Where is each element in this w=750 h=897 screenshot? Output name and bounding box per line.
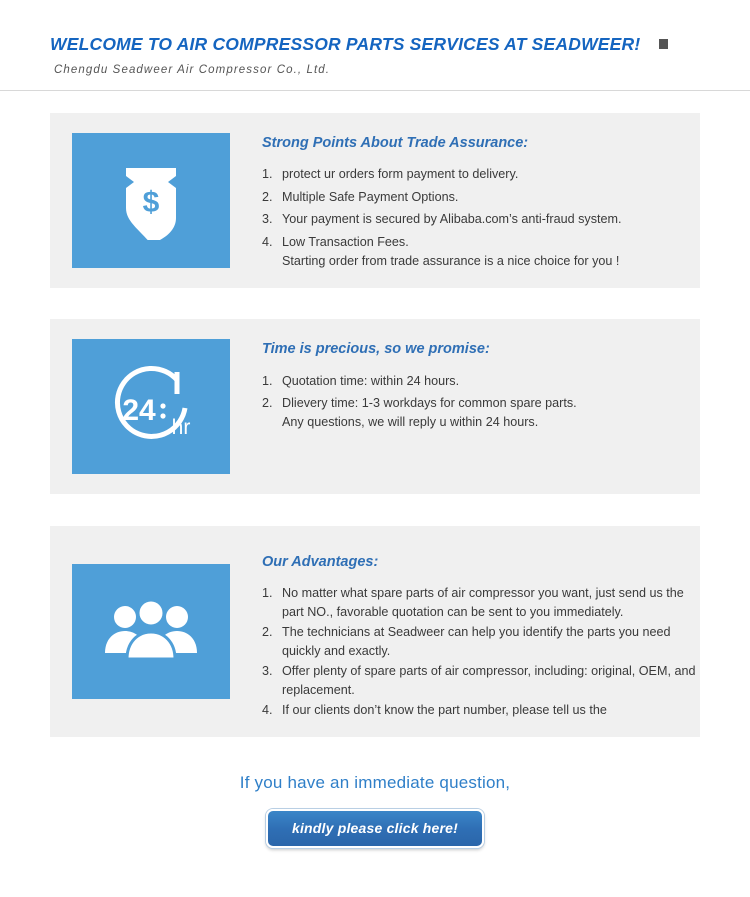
list-item bbox=[262, 623, 700, 661]
card-body-time-promise bbox=[230, 319, 700, 435]
list-item-text: Your payment is secured by Alibaba.com’s anti-fraud system. bbox=[282, 212, 622, 226]
card-title-our-advantages: Our Advantages: bbox=[262, 554, 379, 570]
team-people-icon bbox=[72, 564, 230, 699]
header-divider bbox=[0, 90, 750, 91]
points-list-time-promise bbox=[262, 372, 700, 433]
list-item bbox=[262, 662, 700, 700]
cta-wrapper bbox=[0, 809, 750, 848]
company-subtitle: Chengdu Seadweer Air Compressor Co., Ltd. bbox=[54, 64, 331, 76]
list-item-text: Multiple Safe Payment Options. bbox=[282, 189, 459, 204]
card-body-trade-assurance bbox=[230, 113, 700, 275]
page-title: WELCOME TO AIR COMPRESSOR PARTS SERVICES AT SEADWEER! bbox=[50, 34, 641, 54]
page-header bbox=[0, 0, 750, 76]
list-item-text: Quotation time: within 24 hours. bbox=[282, 374, 460, 388]
list-item-text: Offer plenty of spare parts of air compressor, including: original, OEM, and replacement. bbox=[282, 664, 696, 697]
card-title-trade-assurance: Strong Points About Trade Assurance: bbox=[262, 135, 529, 151]
list-item bbox=[262, 188, 700, 208]
list-item-text: No matter what spare parts of air compressor you want, just send us the part NO., favorable quotation can be sent to you immediately. bbox=[282, 586, 684, 619]
list-item-extra: Any questions, we will reply u within 24 hours. bbox=[282, 415, 539, 429]
list-item bbox=[262, 233, 700, 272]
list-item bbox=[262, 584, 700, 622]
list-item bbox=[262, 210, 700, 230]
contact-cta-button[interactable]: kindly please click here! bbox=[266, 809, 484, 848]
list-item-text: Low Transaction Fees. bbox=[282, 234, 409, 249]
footer-question-text: If you have an immediate question, bbox=[239, 773, 511, 792]
svg-text:hr: hr bbox=[171, 415, 191, 439]
points-list-our-advantages bbox=[262, 584, 700, 720]
card-time-promise bbox=[50, 319, 700, 494]
list-item bbox=[262, 165, 700, 185]
svg-text:24: 24 bbox=[122, 393, 156, 427]
points-list-trade-assurance bbox=[262, 165, 700, 272]
list-item bbox=[262, 394, 700, 433]
24-hour-clock-icon bbox=[72, 339, 230, 474]
card-body-our-advantages bbox=[230, 526, 700, 721]
card-trade-assurance bbox=[50, 113, 700, 288]
list-item-extra: Starting order from trade assurance is a nice choice for you ! bbox=[282, 254, 620, 268]
square-marker-icon bbox=[659, 39, 668, 49]
list-item-text: The technicians at Seadweer can help you identify the parts you need quickly and exactly. bbox=[282, 625, 671, 658]
list-item-text: protect ur orders form payment to delivery. bbox=[282, 167, 519, 181]
list-item bbox=[262, 372, 700, 392]
svg-text:$: $ bbox=[142, 185, 160, 219]
list-item-text: If our clients don’t know the part number, please tell us the bbox=[282, 703, 607, 717]
footer bbox=[0, 773, 750, 848]
card-title-time-promise: Time is precious, so we promise: bbox=[262, 341, 490, 357]
trade-assurance-shield-dollar-icon bbox=[72, 133, 230, 268]
list-item-text: Dlievery time: 1-3 workdays for common spare parts. bbox=[282, 395, 577, 410]
card-our-advantages bbox=[50, 526, 700, 737]
list-item bbox=[262, 701, 700, 720]
